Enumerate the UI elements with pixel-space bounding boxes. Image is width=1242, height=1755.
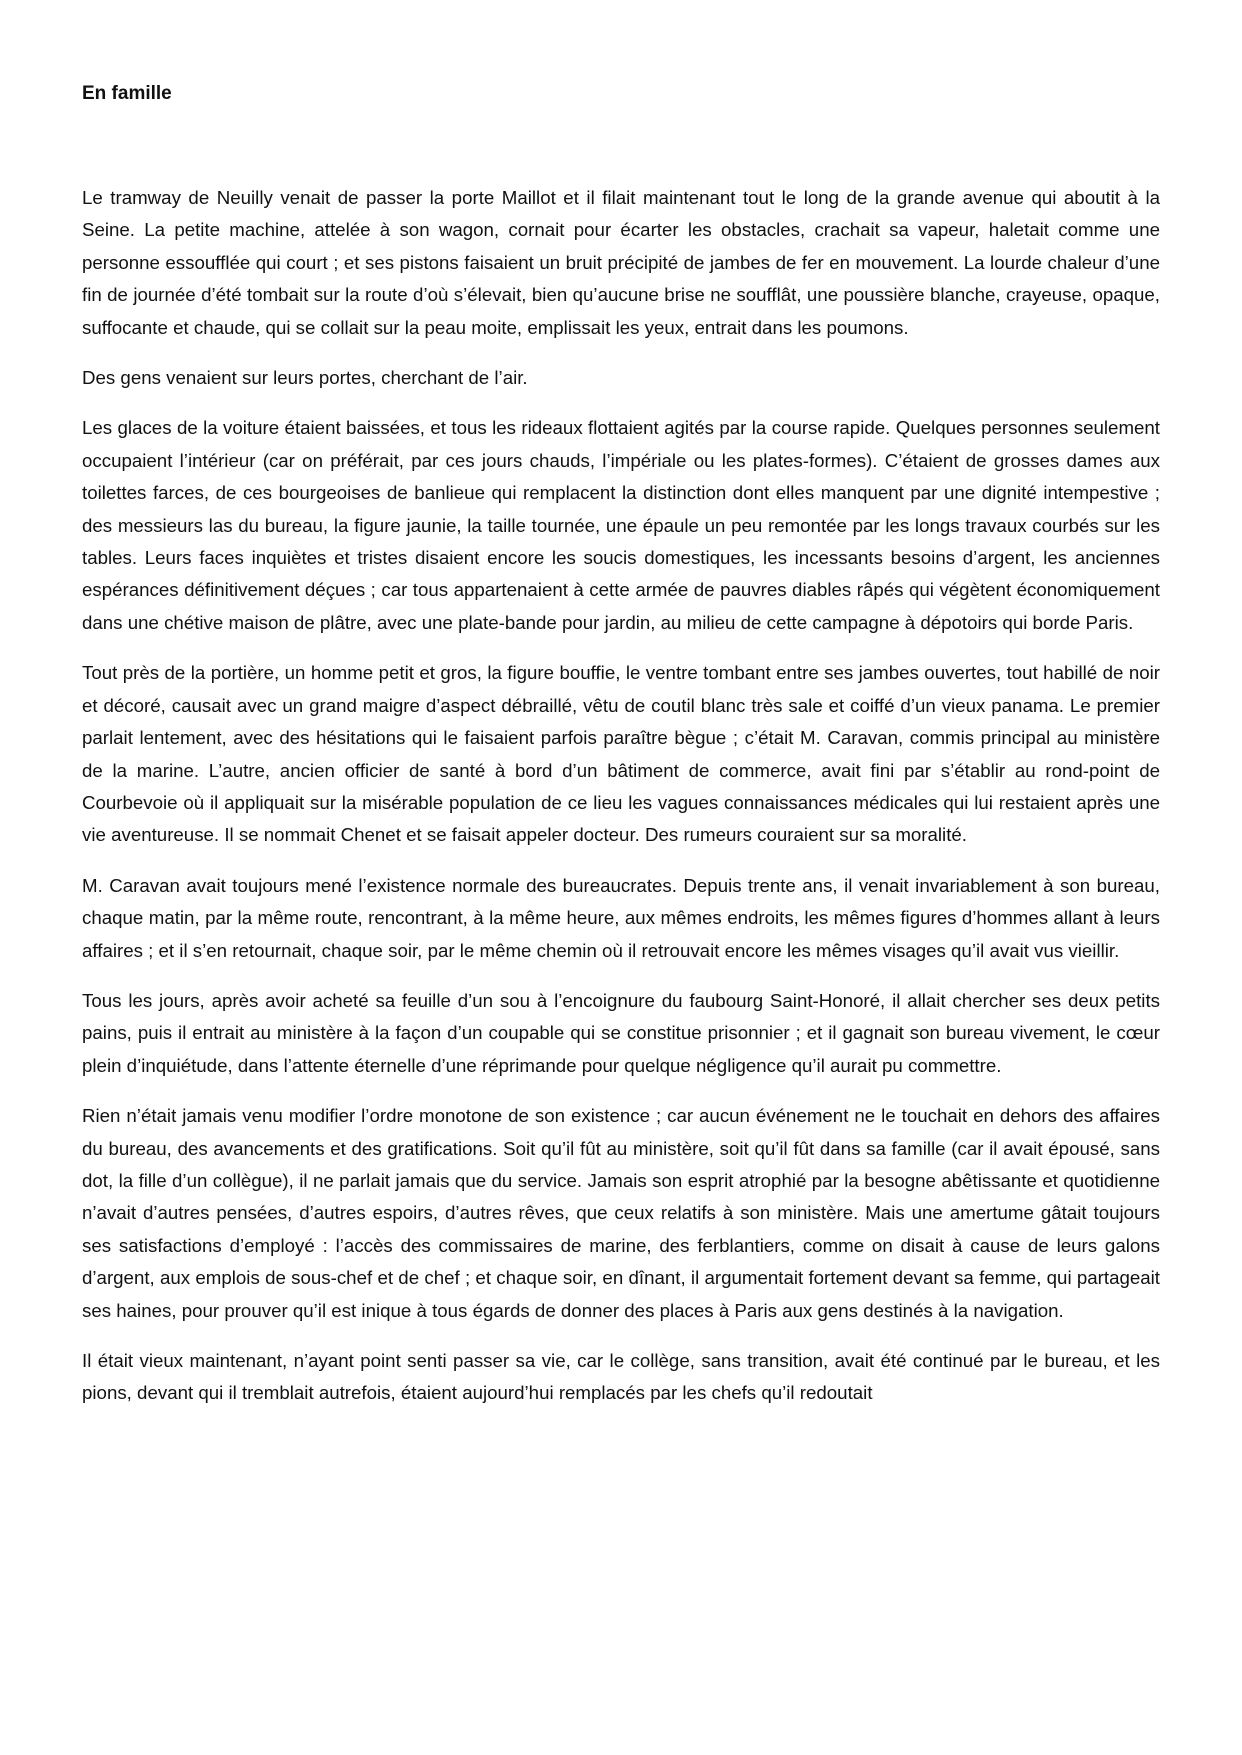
document-body — [82, 182, 1160, 1428]
paragraph-4: Tout près de la portière, un homme petit et gros, la figure bouffie, le ventre tombant entre ses jambes ouvertes, tout habillé de noir et décoré, causait avec un grand maigre d’aspect débraillé, vêtu de coutil blanc très sale et coiffé d’un vieux panama. Le premier parlait lentement, avec des hésitations qui le faisaient parfois paraître bègue ; c’était M. Caravan, commis principal au ministère de la marine. L’autre, ancien officier de santé à bord d’un bâtiment de commerce, avait fini par s’établir au rond-point de Courbevoie où il appliquait sur la misérable population de ce lieu les vagues connaissances médicales qui lui restaient après une vie aventureuse. Il se nommait Chenet et se faisait appeler docteur. Des rumeurs couraient sur sa moralité. — [82, 662, 1160, 846]
paragraph-1: Le tramway de Neuilly venait de passer la porte Maillot et il filait maintenant tout le long de la grande avenue qui aboutit à la Seine. La petite machine, attelée à son wagon, cornait pour écarter les obstacles, crachait sa vapeur, haletait comme une personne essoufflée qui court ; et ses pistons faisaient un bruit précipité de jambes de fer en mouvement. La lourde chaleur d’une fin de journée d’été tombait sur la route d’où s’élevait, bien qu’aucune brise ne soufflât, une poussière blanche, crayeuse, opaque, suffocante et chaude, qui se collait sur la peau moite, emplissait les yeux, entrait dans les poumons. — [82, 187, 1160, 338]
paragraph-5: M. Caravan avait toujours mené l’existence normale des bureaucrates. Depuis trente ans, il venait invariablement à son bureau, chaque matin, par la même route, rencontrant, à la même heure, aux mêmes endroits, les mêmes figures d’hommes allant à leurs affaires ; et il s’en retournait, chaque soir, par le même chemin où il retrouvait encore les mêmes visages qu’il avait vus vieillir. — [82, 874, 1160, 961]
document-title: En famille — [82, 83, 172, 104]
paragraph-2: Des gens venaient sur leurs portes, cherchant de l’air. — [82, 367, 528, 389]
paragraph-7: Rien n’était jamais venu modifier l’ordre monotone de son existence ; car aucun événement ne le touchait en dehors des affaires du bureau, des avancements et des gratifications. Soit qu’il fût au ministère, soit qu’il fût dans sa famille (car il avait épousé, sans dot, la fille d’un collègue), il ne parlait jamais que du service. Jamais son esprit atrophié par la besogne abêtissante et quotidienne n’avait d’autres pensées, d’autres espoirs, d’autres rêves, que ceux relatifs à son ministère. Mais une amertume gâtait toujours ses satisfactions d’employé : l’accès des commissaires de marine, des ferblantiers, comme on disait à cause de leurs galons d’argent, aux emplois de sous-chef et de chef ; et chaque soir, en dînant, il argumentait fortement devant sa femme, qui partageait ses haines, pour prouver qu’il est inique à tous égards de donner des places à Paris aux gens destinés à la navigation. — [82, 1105, 1160, 1321]
paragraph-6: Tous les jours, après avoir acheté sa feuille d’un sou à l’encoignure du faubourg Saint-Honoré, il allait chercher ses deux petits pains, puis il entrait au ministère à la façon d’un coupable qui se constitue prisonnier ; et il gagnait son bureau vivement, le cœur plein d’inquiétude, dans l’attente éternelle d’une réprimande pour quelque négligence qu’il aurait pu commettre. — [82, 989, 1160, 1076]
paragraph-3: Les glaces de la voiture étaient baissées, et tous les rideaux flottaient agités par la course rapide. Quelques personnes seulement occupaient l’intérieur (car on préférait, par ces jours chauds, l’impériale ou les plates-formes). C’étaient de grosses dames aux toilettes farces, de ces bourgeoises de banlieue qui remplacent la distinction dont elles manquent par une dignité intempestive ; des messieurs las du bureau, la figure jaunie, la taille tournée, une épaule un peu remontée par les longs travaux courbés sur les tables. Leurs faces inquiètes et tristes disaient encore les soucis domestiques, les incessants besoins d’argent, les anciennes espérances définitivement déçues ; car tous appartenaient à cette armée de pauvres diables râpés qui végètent économiquement dans une chétive maison de plâtre, avec une plate-bande pour jardin, au milieu de cette campagne à dépotoirs qui borde Paris. — [82, 417, 1160, 633]
paragraph-8: Il était vieux maintenant, n’ayant point senti passer sa vie, car le collège, sans transition, avait été continué par le bureau, et les pions, devant qui il tremblait autrefois, étaient aujourd’hui remplacés par les chefs qu’il redoutait — [82, 1350, 1160, 1404]
